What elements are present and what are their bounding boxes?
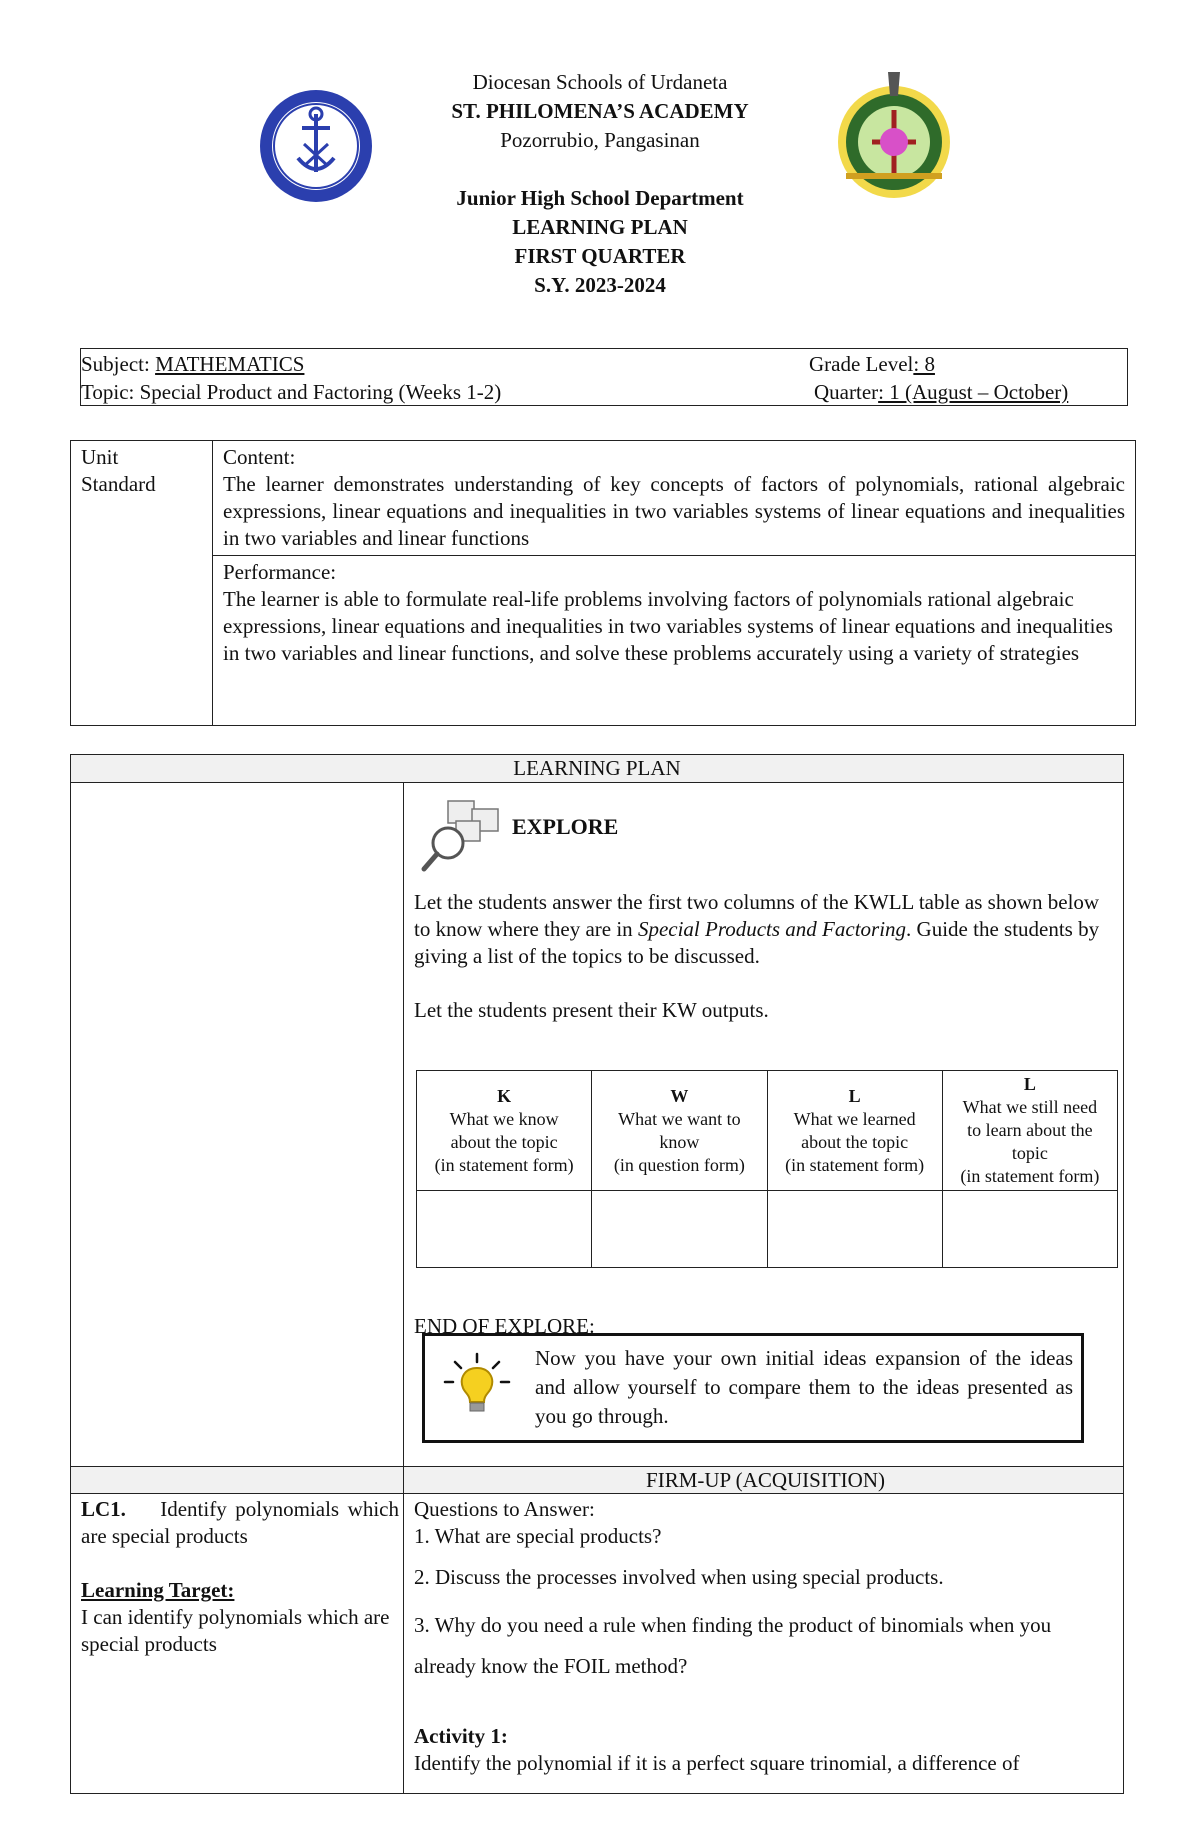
subject-value: MATHEMATICS: [155, 352, 305, 376]
kwll-col-l1: [767, 1071, 942, 1191]
kwll-line: to learn about the: [967, 1120, 1093, 1140]
kwll-line: What we still need: [962, 1097, 1098, 1117]
kwll-line: (in statement form): [960, 1166, 1100, 1186]
firmup-left-header: [71, 1467, 404, 1493]
department-name: Junior High School Department: [456, 186, 744, 210]
school-location: Pozorrubio, Pangasinan: [500, 128, 700, 152]
school-name: ST. PHILOMENA’S ACADEMY: [451, 99, 749, 123]
unit-standard-label: [71, 441, 213, 726]
explore-text-emphasis: Special Products and Factoring: [637, 917, 907, 941]
explore-right-cell: [404, 783, 1123, 1466]
performance-standard-cell: [213, 556, 1136, 726]
subject-line: [81, 350, 304, 378]
kwll-line: topic: [1011, 1143, 1048, 1163]
lc1-label: LC1.: [81, 1497, 126, 1521]
diocese-name: Diocesan Schools of Urdaneta: [472, 70, 728, 94]
topic-label: Topic:: [81, 380, 140, 404]
kwll-letter: K: [497, 1085, 512, 1106]
quarter-line: [814, 378, 1068, 406]
kwll-line: (in question form): [613, 1154, 745, 1175]
question-3: 3. Why do you need a rule when finding the product of binomials when you already know the FOIL method?: [414, 1613, 1052, 1678]
question-1: 1. What are special products?: [414, 1524, 662, 1548]
lc1-cell: [71, 1494, 404, 1793]
explore-present-text: Let the students present their KW outputs.: [414, 998, 769, 1022]
activity-1-label: Activity 1:: [414, 1724, 508, 1748]
kwll-col-k: [417, 1071, 592, 1191]
unit-label: Unit: [81, 445, 119, 469]
grade-line: [809, 350, 935, 378]
kwll-line: What we know: [449, 1108, 559, 1129]
performance-text: The learner is able to formulate real-life problems involving factors of polynomials rational algebraic expressions, linear equations and inequalities in two variables systems of linear equations and inequalities in two variables and linear functions, and solve these problems accurately using a variety of strategies: [223, 587, 1113, 665]
quarter-value: : 1 (August – October): [878, 380, 1069, 404]
kwll-line: What we learned: [793, 1108, 916, 1129]
kwll-line: (in statement form): [785, 1154, 925, 1175]
learning-plan-title: LEARNING PLAN: [71, 755, 1123, 783]
subject-info-box: [80, 348, 1128, 406]
explore-instructions: [414, 889, 1114, 970]
explore-text-a: Let the students answer the first two columns of the KWLL table as shown below to know where they are in: [414, 890, 1100, 941]
school-seal-logo: [258, 88, 374, 204]
kwll-letter: L: [1023, 1074, 1036, 1094]
kwll-col-w: [592, 1071, 767, 1191]
explore-title: EXPLORE: [512, 814, 619, 839]
questions-cell: [404, 1494, 1123, 1793]
kwll-letter: W: [670, 1085, 689, 1106]
explore-text-b: . Guide the students by giving a list of the topics to be discussed.: [414, 917, 1100, 968]
explore-row: [71, 783, 1123, 1467]
kwll-letter: L: [848, 1085, 861, 1106]
lc1-objective: [81, 1496, 399, 1550]
kwll-cell-l2[interactable]: [942, 1191, 1117, 1268]
diocesan-schools-logo: [824, 66, 964, 206]
firmup-header-row: [71, 1467, 1123, 1494]
grade-label: Grade Level: [809, 352, 914, 376]
question-2: 2. Discuss the processes involved when using special products.: [414, 1565, 944, 1589]
firmup-row: [71, 1494, 1123, 1793]
learning-plan-table: [70, 754, 1124, 1794]
document-header: [0, 68, 1200, 300]
topic-line: [81, 378, 501, 406]
end-explore-callout: [422, 1333, 1084, 1443]
learning-target-label: Learning Target:: [81, 1578, 235, 1602]
questions-label: Questions to Answer:: [414, 1497, 595, 1521]
kwll-cell-k[interactable]: [417, 1191, 592, 1268]
end-of-explore-label: END OF EXPLORE:: [414, 1314, 595, 1338]
kwll-cell-l1[interactable]: [767, 1191, 942, 1268]
lc1-text: Identify polynomials which are special products: [81, 1497, 399, 1548]
kwll-line: (in statement form): [434, 1154, 574, 1175]
explore-magnifier-icon: [418, 797, 508, 875]
kwll-line: know: [659, 1131, 700, 1152]
kwll-col-l2: [942, 1071, 1117, 1191]
kwll-cell-w[interactable]: [592, 1191, 767, 1268]
kwll-table: [416, 1070, 1118, 1268]
learning-target-text: I can identify polynomials which are special products: [81, 1605, 390, 1656]
school-year: S.Y. 2023-2024: [534, 273, 666, 297]
kwll-line: What we want to: [618, 1108, 741, 1129]
content-label: Content:: [223, 445, 296, 469]
end-explore-text: Now you have your own initial ideas expansion of the ideas and allow yourself to compare them to the ideas presented as you go through.: [535, 1346, 1073, 1428]
content-standard-cell: [213, 441, 1136, 556]
subject-label: Subject:: [81, 352, 156, 376]
grade-value: : 8: [913, 352, 935, 376]
topic-value: Special Product and Factoring (Weeks 1-2): [139, 380, 502, 404]
firmup-title: FIRM-UP (ACQUISITION): [646, 1468, 885, 1492]
plan-title: LEARNING PLAN: [512, 215, 688, 239]
lightbulb-icon: [437, 1350, 517, 1420]
unit-standard-table: [70, 440, 1136, 726]
quarter-title: FIRST QUARTER: [514, 244, 686, 268]
kwll-line: about the topic: [801, 1131, 909, 1152]
kwll-line: about the topic: [450, 1131, 558, 1152]
explore-left-cell: [71, 783, 404, 1466]
activity-1-text: Identify the polynomial if it is a perfect square trinomial, a difference of: [414, 1751, 1020, 1775]
performance-label: Performance:: [223, 560, 337, 584]
quarter-label: Quarter: [814, 380, 879, 404]
content-text: The learner demonstrates understanding of key concepts of factors of polynomials, rational algebraic expressions, linear equations and inequalities in two variables systems of linear equations and inequalities in two variables and linear functions: [223, 472, 1125, 550]
standard-label: Standard: [81, 472, 156, 496]
